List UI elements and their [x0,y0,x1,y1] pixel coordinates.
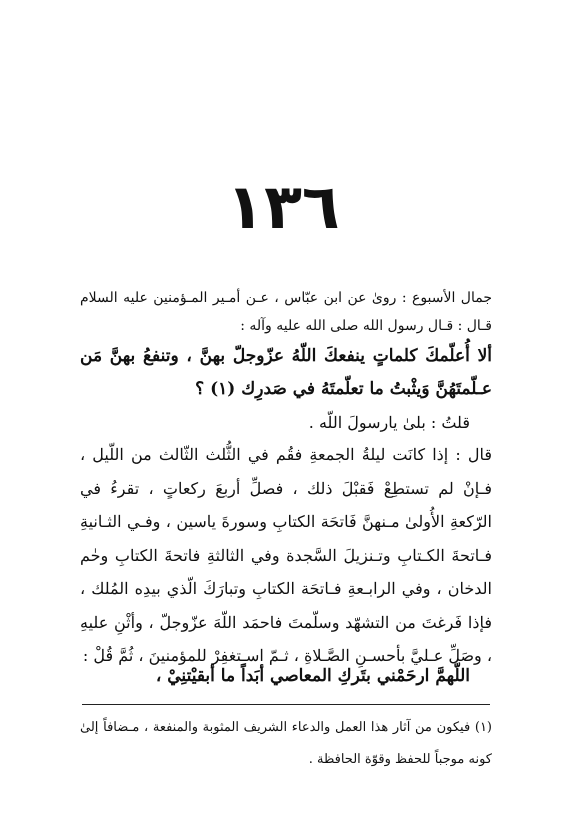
reply-text: قلتُ : بلیٰ يارسولَ اللّه . [308,413,470,432]
footnote-divider [82,704,490,705]
reply-line [80,406,492,439]
source-line: جمال الأسبوع : رویٰ عن ابن عبّاس ، عـن أمـير المـؤمنين عليه السلام قـال : قـال رسول الله صلى الله عليه وآله : [80,290,492,334]
instruction-text: قال : إذا كانَت ليلةُ الجمعةِ فقُم في الثُّلث الثّالث من اللّيل ، فـإنْ لم تستطِعْ فَقبْلَ ذلك ، فصلِّ أربعَ ركعاتٍ ، تقرءُ في الرّكعةِ الأُولیٰ مـنهنَّ فَاتحَة الكتابِ وسورةَ ياسين ، وفـي الثـانيةِ فـاتحةَ الكـتابِ وتـنزيلَ السَّجدة وفي الثالثةِ فاتحةَ الكتابِ وحٰم الدخان ، وفي الرابـعةِ فـاتحَة الكتابِ وتبارَكَ الّذي بيدِه المُلك ، فإذا فَرغتَ من التشهّد وسلّمتَ فاحمَد اللّهَ عزّوجلّ ، وأثْنِ عليهِ ، وصَلِّ عـليَّ بأحسـنِ الصَّـلاةِ ، ثـمّ اسـتغفِرْ للمؤمنينَ ، ثُمَّ قُلْ : [80,445,492,665]
supplication-line [80,660,492,693]
footnote: (١) فيكون من آثار هذا العمل والدعاء الشريف المثوبة والمنفعة ، مـضافاً إلیٰ كونه موجباً للحفظ وقوّة الحافظة . [80,720,492,767]
page-number: ١٣٦ [226,170,340,243]
hadith-text: ألا أُعلّمكَ كلماتٍ ينفعكَ اللّهُ عزّوجلّ بهنَّ ، وتنفعُ بهنَّ مَن عـلّمتَهُنَّ وَيثْبتُ ما تعلّمتَهُ في صَدرِك (١) ؟ [80,346,492,399]
supplication-text: اللّهمَّ ارحَمْني بتَركِ المعاصي أبَداً ما أبقيْتنِيْ ، [155,666,470,686]
